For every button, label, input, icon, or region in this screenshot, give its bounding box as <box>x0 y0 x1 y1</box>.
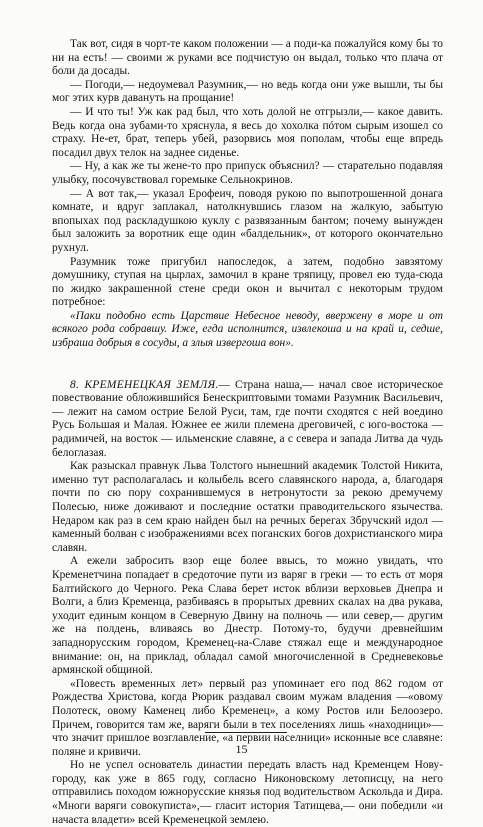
paragraph: — Ну, а как же ты жене-то про припуск объяснил? — старательно подавляя улыбку, посочувствовал горемыке Сельнокринов. <box>52 160 443 186</box>
section-lead-text: — Страна наша,— начал свое историческое повествование обложившийся Бенескриптовыми томами Разумник Васильевич,— лежит на самом острие Белой Руси, там, где почти сходятся с ней воедино Русь Большая и Малая. Южнее ее жили племена дреговичей, с юго-востока — радимичей, на восток — ильменские славяне, а с севера и запада Литва да чудь белоглазая. <box>52 378 443 459</box>
paragraph: — А вот так,— указал Ерофеич, поводя рукою по выпотрошенной донага комнате, и вдруг заплакал, натолкнувшись глазом на жалкую, забытую впопыхах под раскладушкою куклу с развязанным бантом; почему вынужден был заложить за воротник еще один «балдельник», от которого окончательно рухнул. <box>52 187 443 254</box>
paragraph: — И что ты! Уж как рад был, что хоть долой не отгрызли,— какое давить. Ведь когда она зубами-то хряснула, я весь до хохолка пóтом сырым изошел со страху. Не-ет, брат, теперь убей, разорвись моя пополам, чтобы еще впредь посадил двух телок на заднее сиденье. <box>52 105 443 159</box>
inscription-quote: «Паки подобно есть Царствие Небесное неводу, ввержену в море и от всякого рода собравшу. Иже, егда исполнится, извлекоша и на край и, седше, избраша добрыя в сосуды, а злыя извергоша вон». <box>52 309 443 350</box>
section-kremenets <box>52 379 443 827</box>
paragraph: — Погоди,— недоумевал Разумник,— но ведь когда они уже вышли, ты бы мог этих курв давануть на прощание! <box>52 78 443 105</box>
footer-rule <box>205 732 287 733</box>
paragraph: «Повесть временных лет» первый раз упоминает его под 862 годом от Рождества Христова, когда Рюрик раздавал своим мужам владения —«овому Полотеск, овому Каменец либо Кременец», а кому Ростов или Белоозеро. Причем, говорится там же, варяги были в тех поселениях лишь «находници»— что значит пришлое возглавление, «а первии населници» исконные все славяне: поляне и кривичи. <box>52 677 443 758</box>
section-first-paragraph <box>52 379 443 461</box>
section-gap <box>52 351 443 379</box>
text-block-part1 <box>52 38 443 351</box>
paragraph: Как разыскал правнук Льва Толстого нынешний академик Толстой Никита, именно тут располагалась и колыбель всего славянского народа, а, благодаря почти по сю пору сохранившемуся в нетронутости за рекою дремучему Полесью, ниже доживают и последние остатки праводительского язычества. Недаром как раз в сем краю найден был на речных берегах Збручский идол — каменный болван с изображениями всех поганских богов дохристианского мира славян. <box>52 460 443 554</box>
section-heading: 8. КРЕМЕНЕЦКАЯ ЗЕМЛЯ. <box>70 378 219 391</box>
paragraph: А ежели забросить взор еще более ввысь, то можно увидать, что Кременетчина попадает в средоточие пути из варяг в греки — то есть от моря Балтийского до Черного. Река Слава берет исток вблизи верховьев Днепра и Волги, а близ Кременца, разбиваясь в прорытых древних скалах на два рукава, уходит единым концом в Северную Двину на полночь — или север,— другим же на полдень, вливаясь во Днестр. Потому-то, будучи древнейшим западнорусским городом, Кременец-на-Славе стяжал еще и международное внимание: он, на приклад, обладал самой многочисленной в Средневековье армянской общиной. <box>52 555 443 677</box>
page-number: 15 <box>235 742 248 756</box>
paragraph: Разумник тоже пригубил напоследок, а затем, подобно завзятому домушнику, ступая на цырлах, замочил в кране тряпицу, провел ею туда-сюда по жидко закрашенной стене среди окон и вычитал с некоторым трудом потребное: <box>52 255 443 309</box>
paragraph: Но не успел основатель династии передать власть над Кременцем Нову-городу, как уже в 865 году, согласно Никоновскому летописцу, на него отправились походом южнорусские князья под водительством Аскольда и Дира. «Многи варяги совокуписта»,— гласит история Татищева,— они победили «и начаста владети» всей Кременецкой землею. <box>52 759 443 826</box>
paragraph: Так вот, сидя в чорт-те каком положении — а поди-ка пожалуйся кому бы то ни на есть! — своими ж руками все подчистую он выдал, только что плача от боли да досады. <box>52 38 443 78</box>
